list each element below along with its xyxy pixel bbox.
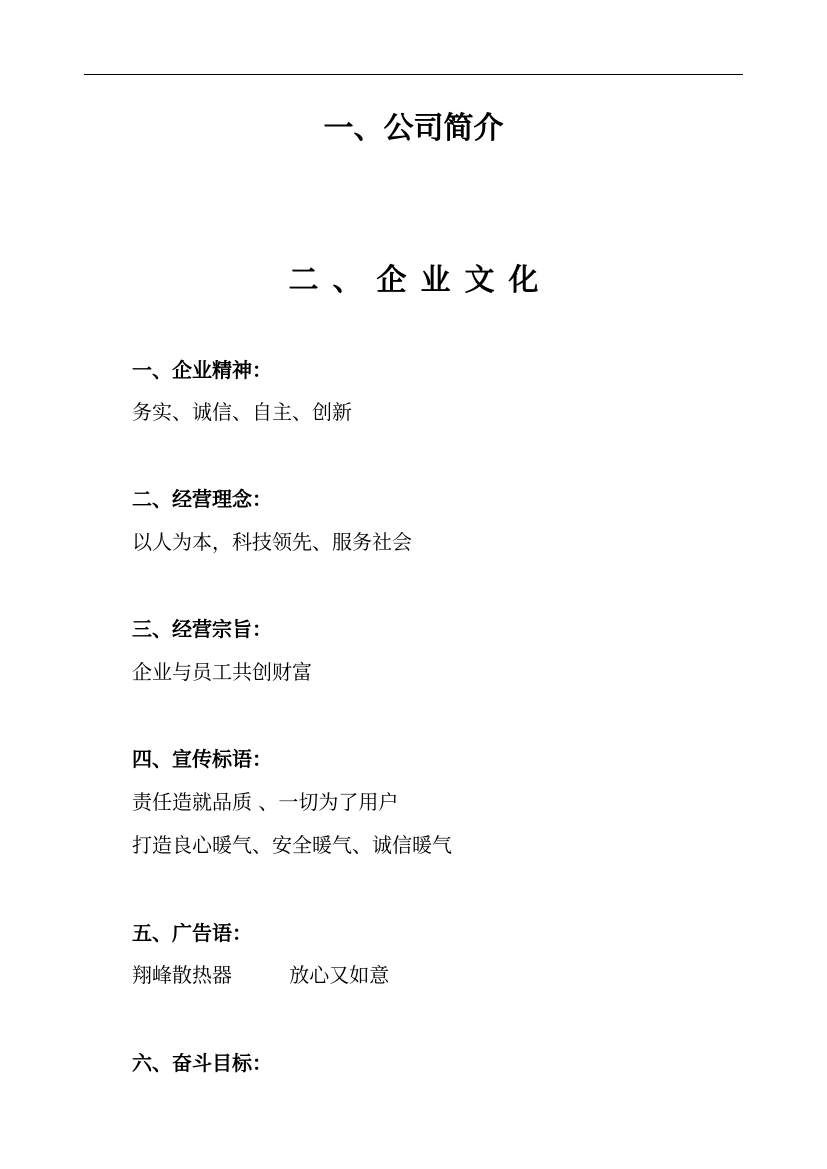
section-heading-business-tenet: 三、经营宗旨：	[132, 617, 272, 641]
header-rule	[84, 74, 743, 75]
section-heading-slogans: 四、宣传标语：	[132, 747, 272, 771]
section-heading-goals: 六、奋斗目标：	[132, 1051, 272, 1075]
section-text-business-tenet: 企业与员工共创财富	[132, 660, 312, 684]
section-heading-enterprise-spirit: 一、企业精神：	[132, 358, 272, 382]
title-company-intro: 一、公司简介	[323, 111, 504, 146]
section-text-business-philosophy: 以人为本，科技领先、服务社会	[132, 530, 412, 554]
section-heading-ad-slogan: 五、广告语：	[132, 921, 252, 945]
section-text-slogan-1: 责任造就品质 、一切为了用户	[132, 790, 399, 814]
section-text-enterprise-spirit: 务实、诚信、自主、创新	[132, 400, 352, 424]
section-heading-business-philosophy: 二、经营理念：	[132, 487, 272, 511]
section-text-ad-slogan: 翔峰散热器 放心又如意	[132, 963, 390, 987]
section-text-slogan-2: 打造良心暖气、安全暖气、诚信暖气	[132, 833, 452, 857]
title-corporate-culture: 二、企业文化	[288, 263, 553, 298]
